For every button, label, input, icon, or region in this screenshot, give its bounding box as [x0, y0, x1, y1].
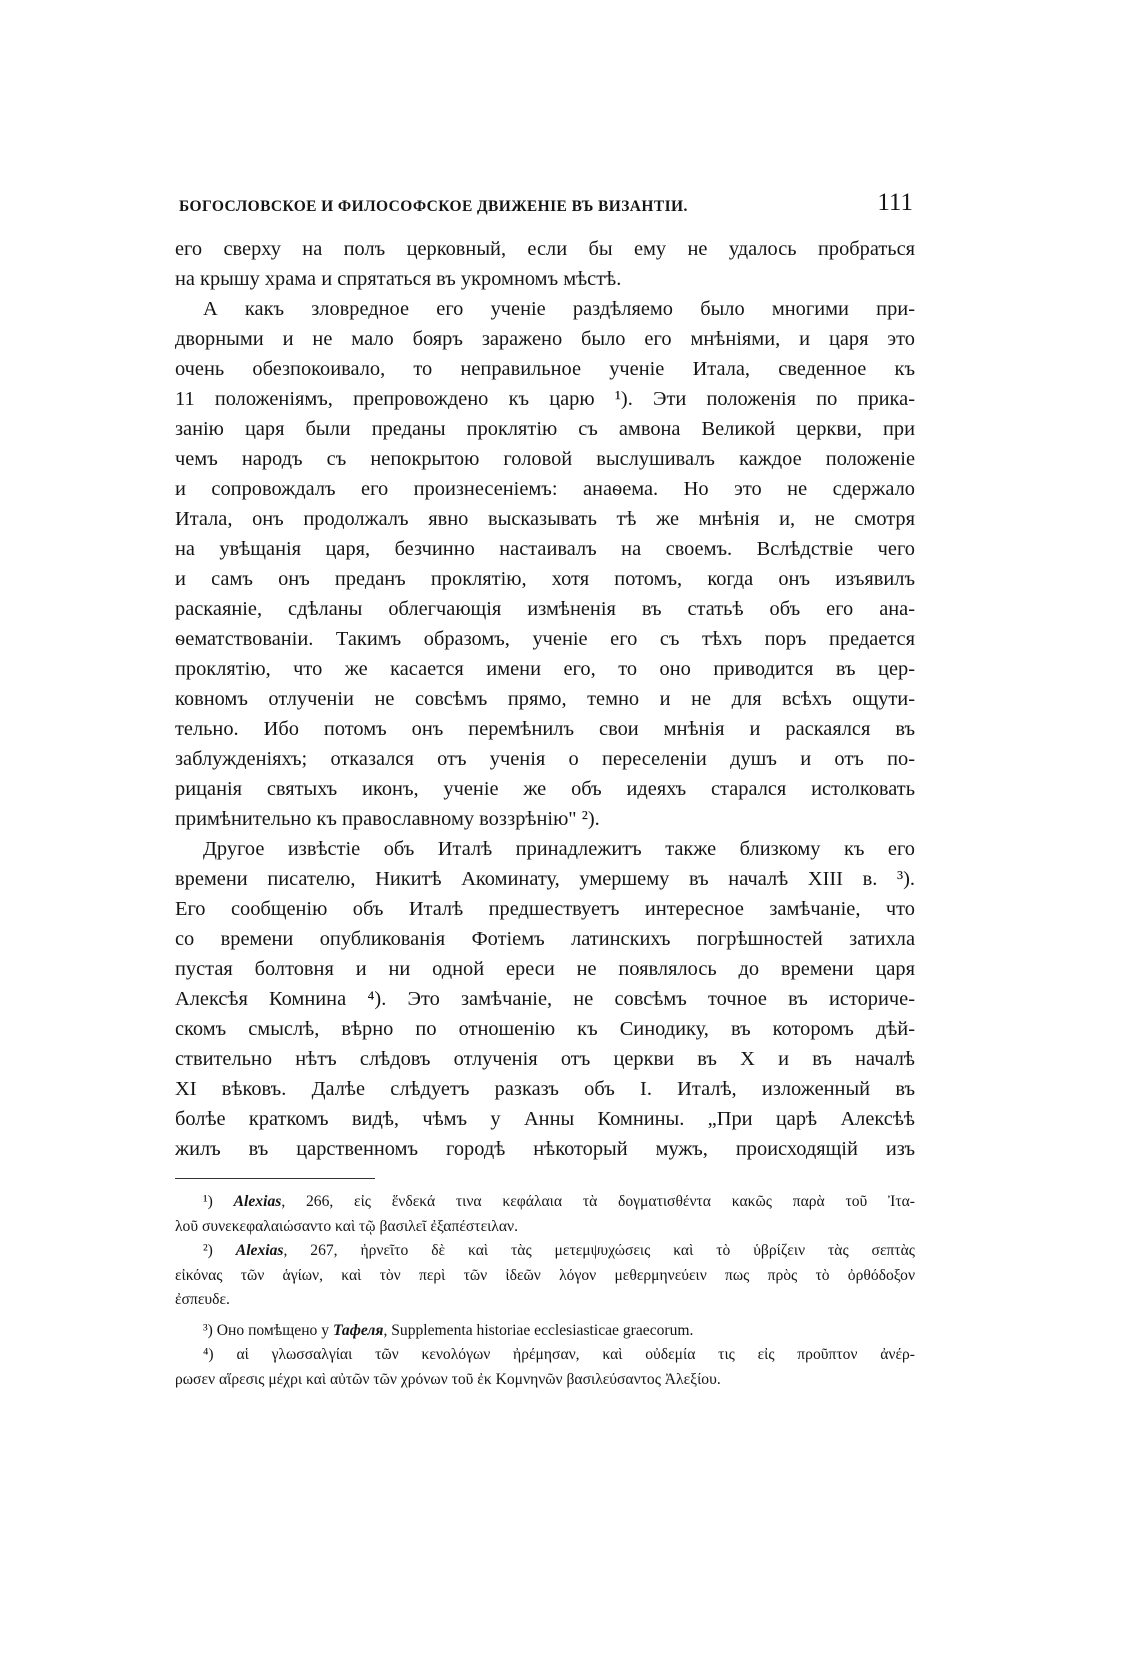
page-number: 111 — [877, 189, 913, 216]
body-line: и сопровождалъ его произнесеніемъ: анаѳема. Но это не сдержало — [175, 478, 915, 500]
body-line: XI вѣковъ. Далѣе слѣдуетъ разказъ объ І. Италѣ, изложенный въ — [175, 1078, 915, 1100]
body-text — [175, 234, 915, 1164]
body-line: Алексѣя Комнина ⁴). Это замѣчаніе, не совсѣмъ точное въ историче- — [175, 988, 915, 1010]
body-line: времени писателю, Никитѣ Акоминату, умершему въ началѣ XIII в. ³). — [175, 868, 915, 890]
body-line: со времени опубликованія Фотіемъ латинскихъ погрѣшностей затихла — [175, 928, 915, 950]
body-line: ковномъ отлученіи не совсѣмъ прямо, темно и не для всѣхъ ощути- — [175, 688, 915, 710]
body-line: очень обезпокоивало, то неправильное ученіе Итала, сведенное къ — [175, 358, 915, 380]
body-line: тельно. Ибо потомъ онъ перемѣнилъ свои мнѣнія и раскаялся въ — [175, 718, 915, 740]
footnote-2: ²) Alexias, 267, ἠρνεῖτο δὲ καὶ τὰς μετεμψυχώσεις καὶ τὸ ὑβρίζειν τὰς σεπτὰς — [203, 1242, 915, 1259]
body-line: на крышу храма и спрятаться въ укромномъ мѣстѣ. — [175, 268, 622, 290]
body-line: раскаяніе, сдѣланы облегчающія измѣненія въ статьѣ объ его ана- — [175, 598, 915, 620]
body-line: жилъ въ царственномъ городѣ нѣкоторый мужъ, происходящій изъ — [175, 1138, 915, 1160]
footnote-3: ³) Оно помѣщено у Тафеля, Supplementa historiae ecclesiasticae graecorum. — [203, 1321, 694, 1339]
footnote-4-cont: ρωσεν αἵρεσις μέχρι καὶ αὐτῶν τῶν χρόνων τοῦ ἐκ Κομνηνῶν βασιλεύσαντος Ἀλεξίου. — [175, 1370, 721, 1388]
body-line: ѳематствованіи. Такимъ образомъ, ученіе его съ тѣхъ поръ предается — [175, 628, 915, 650]
body-line: болѣе краткомъ видѣ, чѣмъ у Анны Комнины. „При царѣ Алексѣѣ — [175, 1108, 915, 1130]
body-line: Итала, онъ продолжалъ явно высказывать тѣ же мнѣнія и, не смотря — [175, 508, 915, 530]
body-line: А какъ зловредное его ученіе раздѣляемо было многими при- — [203, 298, 915, 320]
body-line: на увѣщанія царя, безчинно настаивалъ на своемъ. Вслѣдствіе чего — [175, 538, 915, 560]
body-line: Другое извѣстіе объ Италѣ принадлежитъ также близкому къ его — [203, 838, 915, 860]
body-line: его сверху на полъ церковный, если бы ему не удалось пробраться — [175, 238, 915, 260]
body-line: Его сообщенію объ Италѣ предшествуетъ интересное замѣчаніе, что — [175, 898, 915, 920]
body-line: занію царя были преданы проклятію съ амвона Великой церкви, при — [175, 418, 915, 440]
footnote-2-end: ἐσπευδε. — [175, 1291, 230, 1308]
body-line: проклятію, что же касается имени его, то оно приводится въ цер- — [175, 658, 915, 680]
body-line: заблужденіяхъ; отказался отъ ученія о переселеніи душъ и отъ по- — [175, 748, 915, 770]
body-line: дворными и не мало бояръ заражено было его мнѣніями, и царя это — [175, 328, 915, 350]
footnote-rule — [175, 1178, 915, 1188]
page — [175, 186, 915, 1392]
body-line: пустая болтовня и ни одной ереси не появлялось до времени царя — [175, 958, 915, 980]
footnote-1-cont: λοῦ συνεκεφαλαιώσαντο καὶ τῷ βασιλεῖ ἐξαπέστειλαν. — [175, 1217, 518, 1235]
footnote-2-cont: εἰκόνας τῶν ἁγίων, καὶ τὸν περὶ τῶν ἰδεῶν λόγον μεθερμηνεύειν πως πρὸς τὸ ὀρθόδοξον — [175, 1266, 915, 1284]
footnotes — [175, 1190, 915, 1392]
body-line: скомъ смыслѣ, вѣрно по отношенію къ Синодику, въ которомъ дѣй- — [175, 1018, 915, 1040]
running-title: БОГОСЛОВСКОЕ И ФИЛОСОФСКОЕ ДВИЖЕНІЕ ВЪ ВИЗАНТІИ. — [179, 198, 688, 215]
body-line: ствительно нѣтъ слѣдовъ отлученія отъ церкви въ X и въ началѣ — [175, 1048, 915, 1070]
body-line: примѣнительно къ православному воззрѣнію" ²). — [175, 808, 600, 830]
footnote-1: ¹) Alexias, 266, εἰς ἕνδεκά τινα κεφάλαια τὰ δογματισθέντα κακῶς παρὰ τοῦ Ἰτα- — [203, 1193, 915, 1210]
body-line: 11 положеніямъ, препровождено къ царю ¹). Эти положенія по прика- — [175, 388, 915, 410]
body-line: рицанія святыхъ иконъ, ученіе же объ идеяхъ старался истолковать — [175, 778, 915, 800]
body-line: и самъ онъ преданъ проклятію, хотя потомъ, когда онъ изъявилъ — [175, 568, 915, 590]
footnote-4: ⁴) αἱ γλωσσαλγίαι τῶν κενολόγων ἠρέμησαν, καὶ οὐδεμία τις εἰς προῦπτον ἀνέρ- — [203, 1346, 915, 1363]
running-head — [175, 186, 915, 222]
body-line: чемъ народъ съ непокрытою головой выслушивалъ каждое положеніе — [175, 448, 915, 470]
